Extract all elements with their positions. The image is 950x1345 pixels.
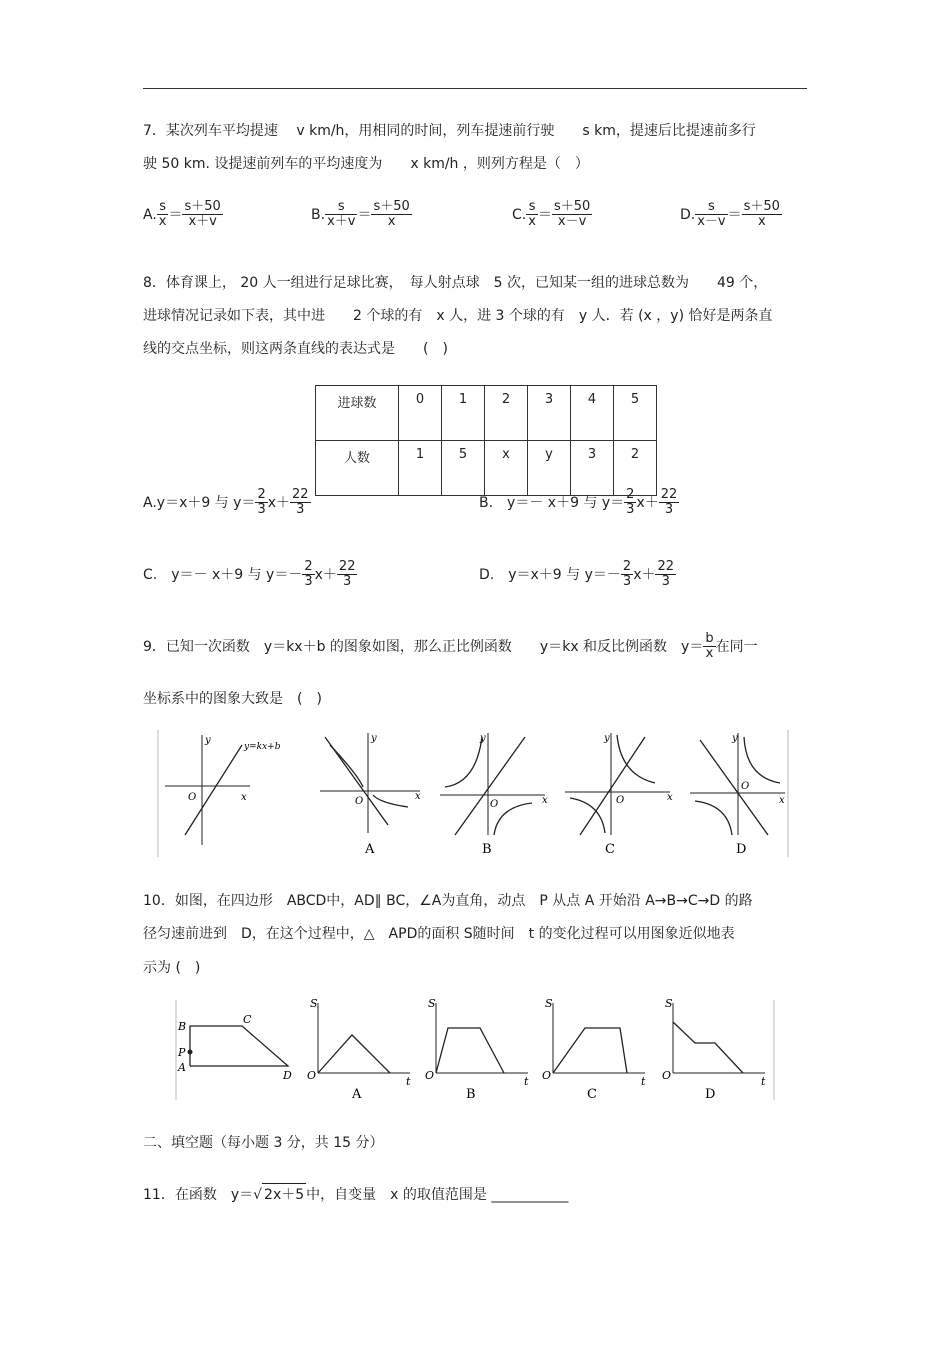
q8-line2: 进球情况记录如下表，其中进 2 个球的有 x 人，进 3 个球的有 y 人．若 (x ，y) 恰好是两条直	[143, 308, 773, 324]
svg-text:O: O	[662, 1069, 672, 1082]
svg-text:x: x	[779, 795, 785, 806]
q7-option-a: A. $\frac{s}{x}$ ＝ $\frac{s+50}{x+v}$	[143, 199, 221, 230]
svg-text:y: y	[371, 733, 377, 744]
choice-b-graph	[440, 733, 548, 857]
table-row: 进球数 0 1 2 3 4 5	[316, 386, 657, 441]
svg-text:S: S	[428, 997, 436, 1010]
q8-line3: 线的交点坐标，则这两条直线的表达式是 ( )	[143, 341, 448, 357]
svg-text:B: B	[482, 842, 492, 857]
q8-option-c: C. y＝－ x＋9 与 y＝－ $\frac{2}{3}$ x＋ $\frac{22}{3}$	[143, 559, 356, 590]
st-graph-a	[307, 997, 411, 1102]
given-graph	[165, 735, 281, 845]
svg-text:D: D	[705, 1087, 716, 1102]
svg-text:D: D	[736, 842, 747, 857]
top-rule	[143, 88, 807, 89]
svg-text:C: C	[605, 842, 615, 857]
svg-text:y: y	[604, 733, 610, 744]
svg-text:A: A	[178, 1061, 186, 1074]
svg-text:t: t	[761, 1075, 766, 1088]
svg-text:y: y	[732, 733, 738, 744]
goal-table	[315, 385, 657, 496]
section-2-heading: 二、填空题（每小题 3 分，共 15 分）	[143, 1135, 384, 1151]
q11-line: 11．在函数 y＝√ 2x＋5 中，自变量 x 的取值范围是 ___________	[143, 1183, 568, 1204]
choice-d-graph	[690, 733, 785, 857]
svg-text:O: O	[542, 1069, 552, 1082]
svg-text:B: B	[466, 1087, 476, 1102]
sqrt-icon: √	[253, 1187, 263, 1203]
st-graph-c	[542, 997, 646, 1102]
quadrilateral-abcd	[177, 1013, 292, 1082]
svg-text:t: t	[524, 1075, 529, 1088]
svg-text:x: x	[667, 792, 673, 803]
q10-line3: 示为 ( )	[143, 960, 201, 976]
svg-text:D: D	[283, 1069, 292, 1082]
q7-option-d: D. $\frac{s}{x-v}$ ＝ $\frac{s+50}{x}$	[680, 199, 780, 230]
q10-line1: 10．如图，在四边形 ABCD中，AD∥ BC，∠A为直角，动点 P 从点 A 开始沿 A→B→C→D 的路	[143, 893, 753, 909]
svg-text:S: S	[545, 997, 553, 1010]
svg-text:x: x	[415, 791, 421, 802]
svg-text:A: A	[352, 1087, 362, 1102]
svg-text:t: t	[406, 1075, 411, 1088]
svg-text:C: C	[243, 1013, 252, 1026]
svg-text:P: P	[178, 1046, 186, 1059]
svg-text:O: O	[307, 1069, 317, 1082]
svg-text:y: y	[205, 735, 211, 746]
svg-text:y: y	[480, 733, 486, 744]
st-graph-d	[662, 997, 766, 1102]
q7-line1: 7．某次列车平均提速 v km/h，用相同的时间，列车提速前行驶 s km，提速后比提速前多行	[143, 123, 756, 139]
q8-line1: 8．体育课上， 20 人一组进行足球比赛， 每人射点球 5 次，已知某一组的进球总数为 49 个，	[143, 275, 768, 291]
q7-option-c: C. $\frac{s}{x}$ ＝ $\frac{s+50}{x-v}$	[512, 199, 591, 230]
q10-figure	[170, 995, 780, 1105]
svg-text:A: A	[365, 842, 375, 857]
q7-option-b: B. $\frac{s}{x+v}$ ＝ $\frac{s+50}{x}$	[311, 199, 410, 230]
svg-text:x: x	[542, 795, 548, 806]
svg-text:B: B	[178, 1020, 187, 1033]
q10-line2: 径匀速前进到 D，在这个过程中，△ APD的面积 S随时间 t 的变化过程可以用图象近似地表	[143, 926, 735, 942]
svg-text:O: O	[490, 799, 499, 810]
svg-text:O: O	[355, 796, 364, 807]
svg-text:S: S	[310, 997, 318, 1010]
svg-text:x: x	[241, 792, 247, 803]
st-graph-b	[425, 997, 529, 1102]
choice-c-graph	[565, 733, 673, 857]
svg-text:O: O	[616, 795, 625, 806]
svg-text:y=kx+b: y=kx+b	[244, 742, 281, 752]
svg-text:O: O	[741, 781, 750, 792]
q8-option-a: A.y＝x＋9 与 y＝ $\frac{2}{3}$ x＋ $\frac{22}{3}$	[143, 487, 309, 518]
q9-line1: 9．已知一次函数 y＝kx＋b 的图象如图，那么正比例函数 y＝kx 和反比例函数 y＝ $\frac{b}{x}$ 在同一	[143, 631, 758, 662]
q7-line2: 驶 50 km. 设提速前列车的平均速度为 x km/h ，则列方程是（ ）	[143, 156, 589, 172]
q9-line2: 坐标系中的图象大致是 ( )	[143, 691, 322, 707]
q8-option-b: B. y＝－ x＋9 与 y＝ $\frac{2}{3}$ x＋ $\frac{22}{3}$	[479, 487, 678, 518]
q9-figure	[150, 725, 795, 860]
svg-text:O: O	[425, 1069, 435, 1082]
choice-a-graph	[320, 733, 421, 857]
table-row: 人数 1 5 x y 3 2	[316, 441, 657, 496]
svg-text:C: C	[587, 1087, 597, 1102]
svg-text:S: S	[665, 997, 673, 1010]
svg-text:O: O	[188, 792, 197, 803]
svg-text:t: t	[641, 1075, 646, 1088]
q8-option-d: D. y＝x＋9 与 y＝－ $\frac{2}{3}$ x＋ $\frac{22}{3}$	[479, 559, 675, 590]
